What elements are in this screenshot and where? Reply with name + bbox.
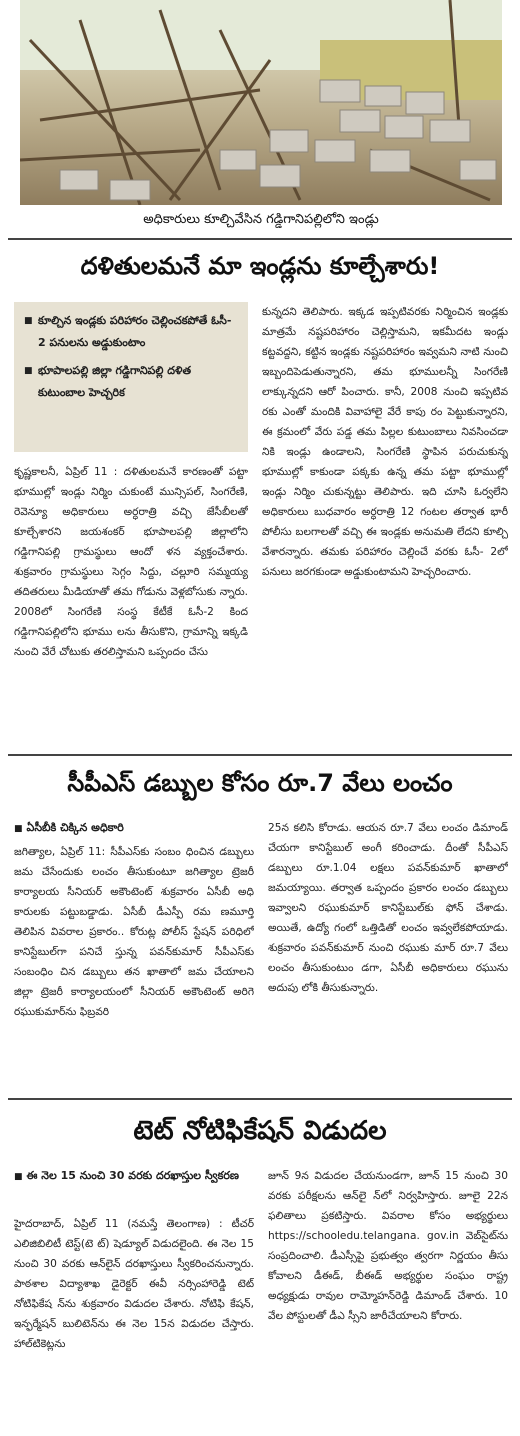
article1-headline: దళితులమనే మా ఇండ్లను కూల్చేశారు!	[80, 252, 440, 280]
square-bullet-icon: ■	[14, 1172, 23, 1182]
article3-column-2: జూన్ 9న విడుదల చేయనుండగా, జూన్ 15 నుంచి 30 వరకు పరీక్షలను ఆన్‌లై న్‌లో నిర్వహిస్తారు. జూలై 22న ఫలితాలు ప్రకటిస్తారు. వివరాల కోసం అభ్యర్థులు https://schooledu.telangana. gov.in వెబ్‌సైట్‌ను సంప్రదించాలి. డీఎస్సీపై ప్రభుత్వం త్వరగా నిర్ణయం తీసు కోవాలని డీఈడ్, బీఈడ్ అభ్యర్థుల సంఘం రాష్ట్ర అధ్యక్షుడు రావుల రామ్మోహన్‌రెడ్డి డిమాండ్ చేశారు. 10 వేల పోస్టులతో డీఎ స్సీని జారీచేయాలని కోరారు.	[268, 1170, 508, 1322]
rubble-illustration	[20, 0, 502, 205]
article2-column-2: 25న కలిసి కోరాడు. ఆయన రూ.7 వేలు లంచం డిమాండ్ చేయగా కానిస్టేబుల్ అంగీ కరించాడు. దీంతో సీపీఎస్ డబ్బులు రూ.1.04 లక్షలు పవన్‌కుమార్ ఖాతాలో జమయ్యాయి. తర్వాత ఒప్పందం ప్రకారం లంచం డబ్బులు ఇవ్వాలని రఘుకుమార్ కానిస్టేబుల్‌కు ఫోన్ చేశాడు. అయితే, ఉద్యో గంలో ఒత్తిడితో లంచం ఇవ్వలేకపోయాడు. శుక్రవారం పవన్‌కుమార్ నుంచి రఘుకు మార్ రూ.7 వేలు లంచం తీసుకుంటుం డగా, ఏసీబీ అధికారులు రఘును అదుపు లోకి తీసుకున్నారు.	[268, 822, 508, 994]
photo-caption: అధికారులు కూల్చివేసిన గడ్డిగానిపల్లిలోని ఇండ్లు	[143, 212, 379, 227]
article2-headline: సీపీఎస్ డబ్బుల కోసం రూ.7 వేలు లంచం	[67, 769, 453, 797]
demolished-houses-photo	[20, 0, 502, 205]
highlight-item: ■ భూపాలపల్లి జిల్లా గడ్డిగానిపల్లి దళిత కుటుంబాల హెచ్చరిక	[24, 360, 238, 404]
square-bullet-icon: ■	[24, 366, 33, 376]
article1-column-1: కృష్ణకాలనీ, ఏప్రిల్ 11 : దళితులమనే కారణంతో పట్టా భూముల్లో ఇండ్లు నిర్మిం చుకుంటే మున్సిపల్, సింగరేణి, రెవెన్యూ అధికారులు అర్ధరాత్రి వచ్చి జేసీబీలతో కూల్చేశారని జయశంకర్ భూపాలపల్లి జిల్లాలోని గడ్డిగానిపల్లి గ్రామస్థులు ఆందో ళన వ్యక్తంచేశారు. శుక్రవారం గ్రామస్థులు సెగ్గం సిద్దు, చల్లూరి సమ్మయ్య తదితరులు మీడియాతో తమ గోడును వెళ్లబోసుకు న్నారు. 2008లో సింగరేణి సంస్థ కేటీకే ఓసీ-2 కింద గడ్డిగానిపల్లిలోని భూము లను తీసుకొని, గ్రామాన్ని ఇక్కడి నుంచి వేరే చోటుకు తరలిస్తామని ఒప్పందం చేసు	[14, 466, 248, 658]
square-bullet-icon: ■	[24, 316, 33, 326]
article3-subhead: ■ ఈ నెల 15 నుంచి 30 వరకు దరఖాస్తుల స్వీకరణ	[14, 1169, 239, 1182]
highlight-item: ■ కూల్చిన ఇండ్లకు పరిహారం చెల్లించకపోతే ఓసీ- 2 పనులను అడ్డుకుంటాం	[24, 310, 238, 354]
article1-column-2: కున్నదని తెలిపారు. ఇక్కడ ఇప్పటివరకు నిర్మించిన ఇండ్లకు మాత్రమే నష్టపరిహారం చెల్లిస్తామని, ఇకమీదట ఇండ్లు కట్టవద్దని, కట్టిన ఇండ్లకు నష్టపరిహారం ఇవ్వమని నాటి నుంచి ఇబ్బందిపెడుతున్నారని, తమ భూములన్నీ సింగరేణి లాక్కున్నదని ఆరో పించారు. కానీ, 2008 నుంచి ఇప్పటివ రకు ఎంతో మందికి వివాహాలై వేరే కాపు రం పెట్టుకున్నారని, ఈ క్రమంలో వేరు పడ్డ తమ పిల్లల కుటుంబాలు నివసించడా నికి ఇండ్లు ఉండాలని, సింగరేణి స్థాపిన పరుచుకున్న భూముల్లో కాకుండా పక్కకు ఉన్న తమ పట్టా భూముల్లో ఇండ్లు నిర్మిం చుకున్నట్టు తెలిపారు. ఇది చూసి ఓర్వలేని అధికారులు బుధవారం అర్ధరాత్రి 12 గంటల తర్వాత భారీ పోలీసు బలగాలతో వచ్చి ఈ ఇండ్లకు అనుమతి లేదని కూల్చి వేశారన్నారు. తమకు పరిహారం చెల్లించే వరకు ఓసీ- 2లో పనులు జరగకుండా అడ్డుకుంటామని హెచ్చరించారు.	[262, 306, 508, 578]
article3-column-1: హైదరాబాద్, ఏప్రిల్ 11 (నమస్తే తెలంగాణ) : టీచర్ ఎలిజిబిలిటీ టెస్ట్(టె ట్) షెడ్యూల్ విడుదలైంది. ఈ నెల 15 నుంచి 30 వరకు ఆన్‌లైన్ దరఖాస్తులు స్వీకరించనున్నారు. పాఠశాల విద్యాశాఖ డైరెక్టర్ ఈవీ నర్సింహారెడ్డి టెట్ నోటిఫికేష న్‌ను శుక్రవారం విడుదల చేశారు. నోటిఫి కేషన్, ఇన్ఫర్మేషన్ బులిటెన్‌ను ఈ నెల 15న విడుదల చేస్తారు. హాల్‌టికెట్లను	[14, 1218, 254, 1350]
article3-headline: టెట్ నోటిఫికేషన్ విడుదల	[133, 1116, 387, 1146]
square-bullet-icon: ■	[14, 824, 23, 834]
article1-highlights-box	[14, 302, 248, 452]
article2-column-1: జగిత్యాల, ఏప్రిల్ 11: సీపీఎస్‌కు సంబం ధించిన డబ్బులు జమ చేసేందుకు లంచం తీసుకుంటూ జగిత్యాల ట్రెజరీ కార్యాలయ సీనియర్ అకౌంటెంట్ శుక్రవారం ఏసీబీ అధి కారులకు పట్టుబడ్డాడు. ఏసీబీ డీఎస్పీ రమ ణమూర్తి తెలిపిన వివరాల ప్రకారం.. కోరుట్ల పోలీస్ స్టేషన్ పరిధిలో కానిస్టేబుల్‌గా పనిచే స్తున్న పవన్‌కుమార్ సీపీఎస్‌కు సంబంధిం చిన డబ్బులు తన ఖాతాలో జమ చేయాలని జిల్లా ట్రెజరీ కార్యాలయంలో సీనియర్ అకౌంటెంట్ అరిగె రఘుకుమార్‌ను ఫిబ్రవరి	[14, 846, 254, 1018]
article2-subhead: ■ ఏసీబీకి చిక్కిన అధికారి	[14, 821, 124, 834]
